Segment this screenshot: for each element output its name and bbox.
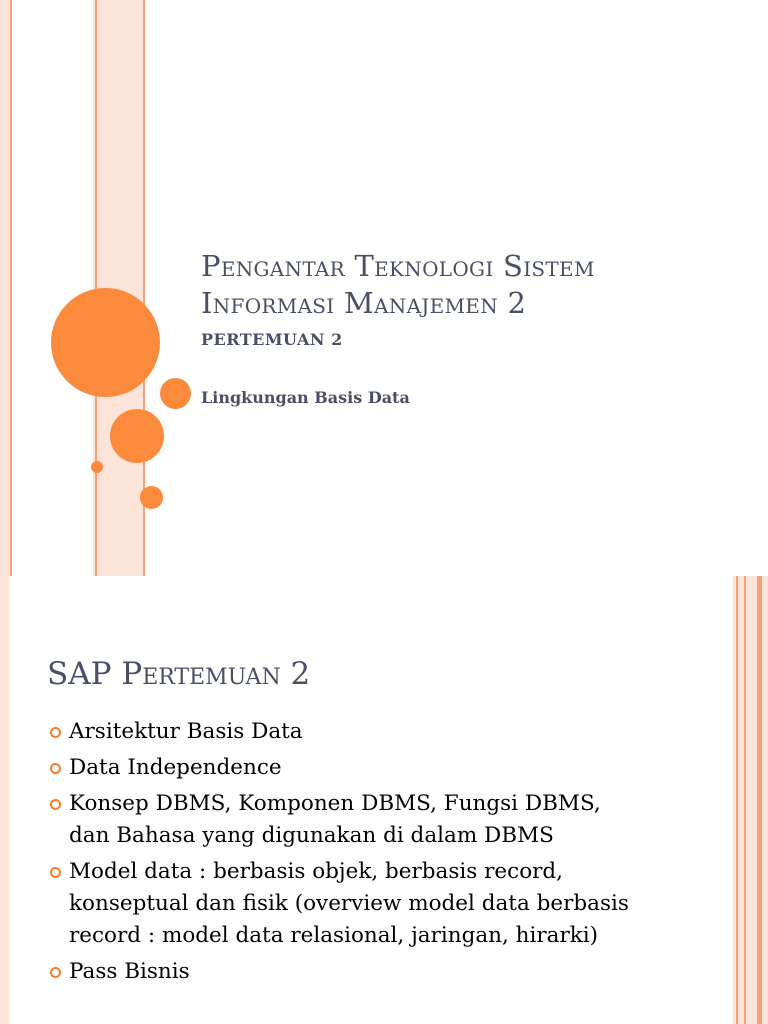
- list-item: Pass Bisnis: [48, 956, 708, 988]
- bullet-icon: [50, 867, 61, 878]
- bullet-icon: [50, 763, 61, 774]
- slide-topic: Lingkungan Basis Data: [201, 388, 410, 407]
- small-circle: [160, 378, 191, 409]
- medium-circle: [110, 409, 164, 463]
- bullet-icon: [50, 727, 61, 738]
- slide-title-line1: Pengantar Teknologi Sistem: [201, 249, 595, 283]
- left-edge-strip: [0, 576, 9, 1024]
- right-decor-line-3: [757, 576, 762, 1024]
- bullet-icon: [50, 967, 61, 978]
- large-circle: [51, 288, 160, 397]
- slide-title: [201, 248, 741, 322]
- list-item: Konsep DBMS, Komponen DBMS, Fungsi DBMS, dan Bahasa yang digunakan di dalam DBMS: [48, 788, 629, 852]
- content-slide: [0, 576, 768, 1024]
- slide-title-line2: Informasi Manajemen 2: [201, 286, 527, 320]
- list-item: Model data : berbasis objek, berbasis record, konseptual dan fisik (overview model data berbasis record : model data relasional, jaringan, hirarki): [48, 856, 659, 952]
- content-title: SAP Pertemuan 2: [47, 656, 311, 692]
- tiny-circle: [91, 461, 103, 473]
- left-decor-strip: [0, 0, 10, 576]
- list-item: Arsitektur Basis Data: [48, 716, 708, 748]
- right-decor-strip: [733, 576, 768, 1024]
- small-circle-2: [140, 486, 163, 509]
- slide-subtitle: PERTEMUAN 2: [201, 330, 343, 349]
- left-decor-line: [10, 0, 12, 576]
- bullet-icon: [50, 799, 61, 810]
- bullet-list: [48, 716, 708, 992]
- right-decor-line-2: [744, 576, 746, 1024]
- list-item: Data Independence: [48, 752, 708, 784]
- right-decor-line-1: [736, 576, 738, 1024]
